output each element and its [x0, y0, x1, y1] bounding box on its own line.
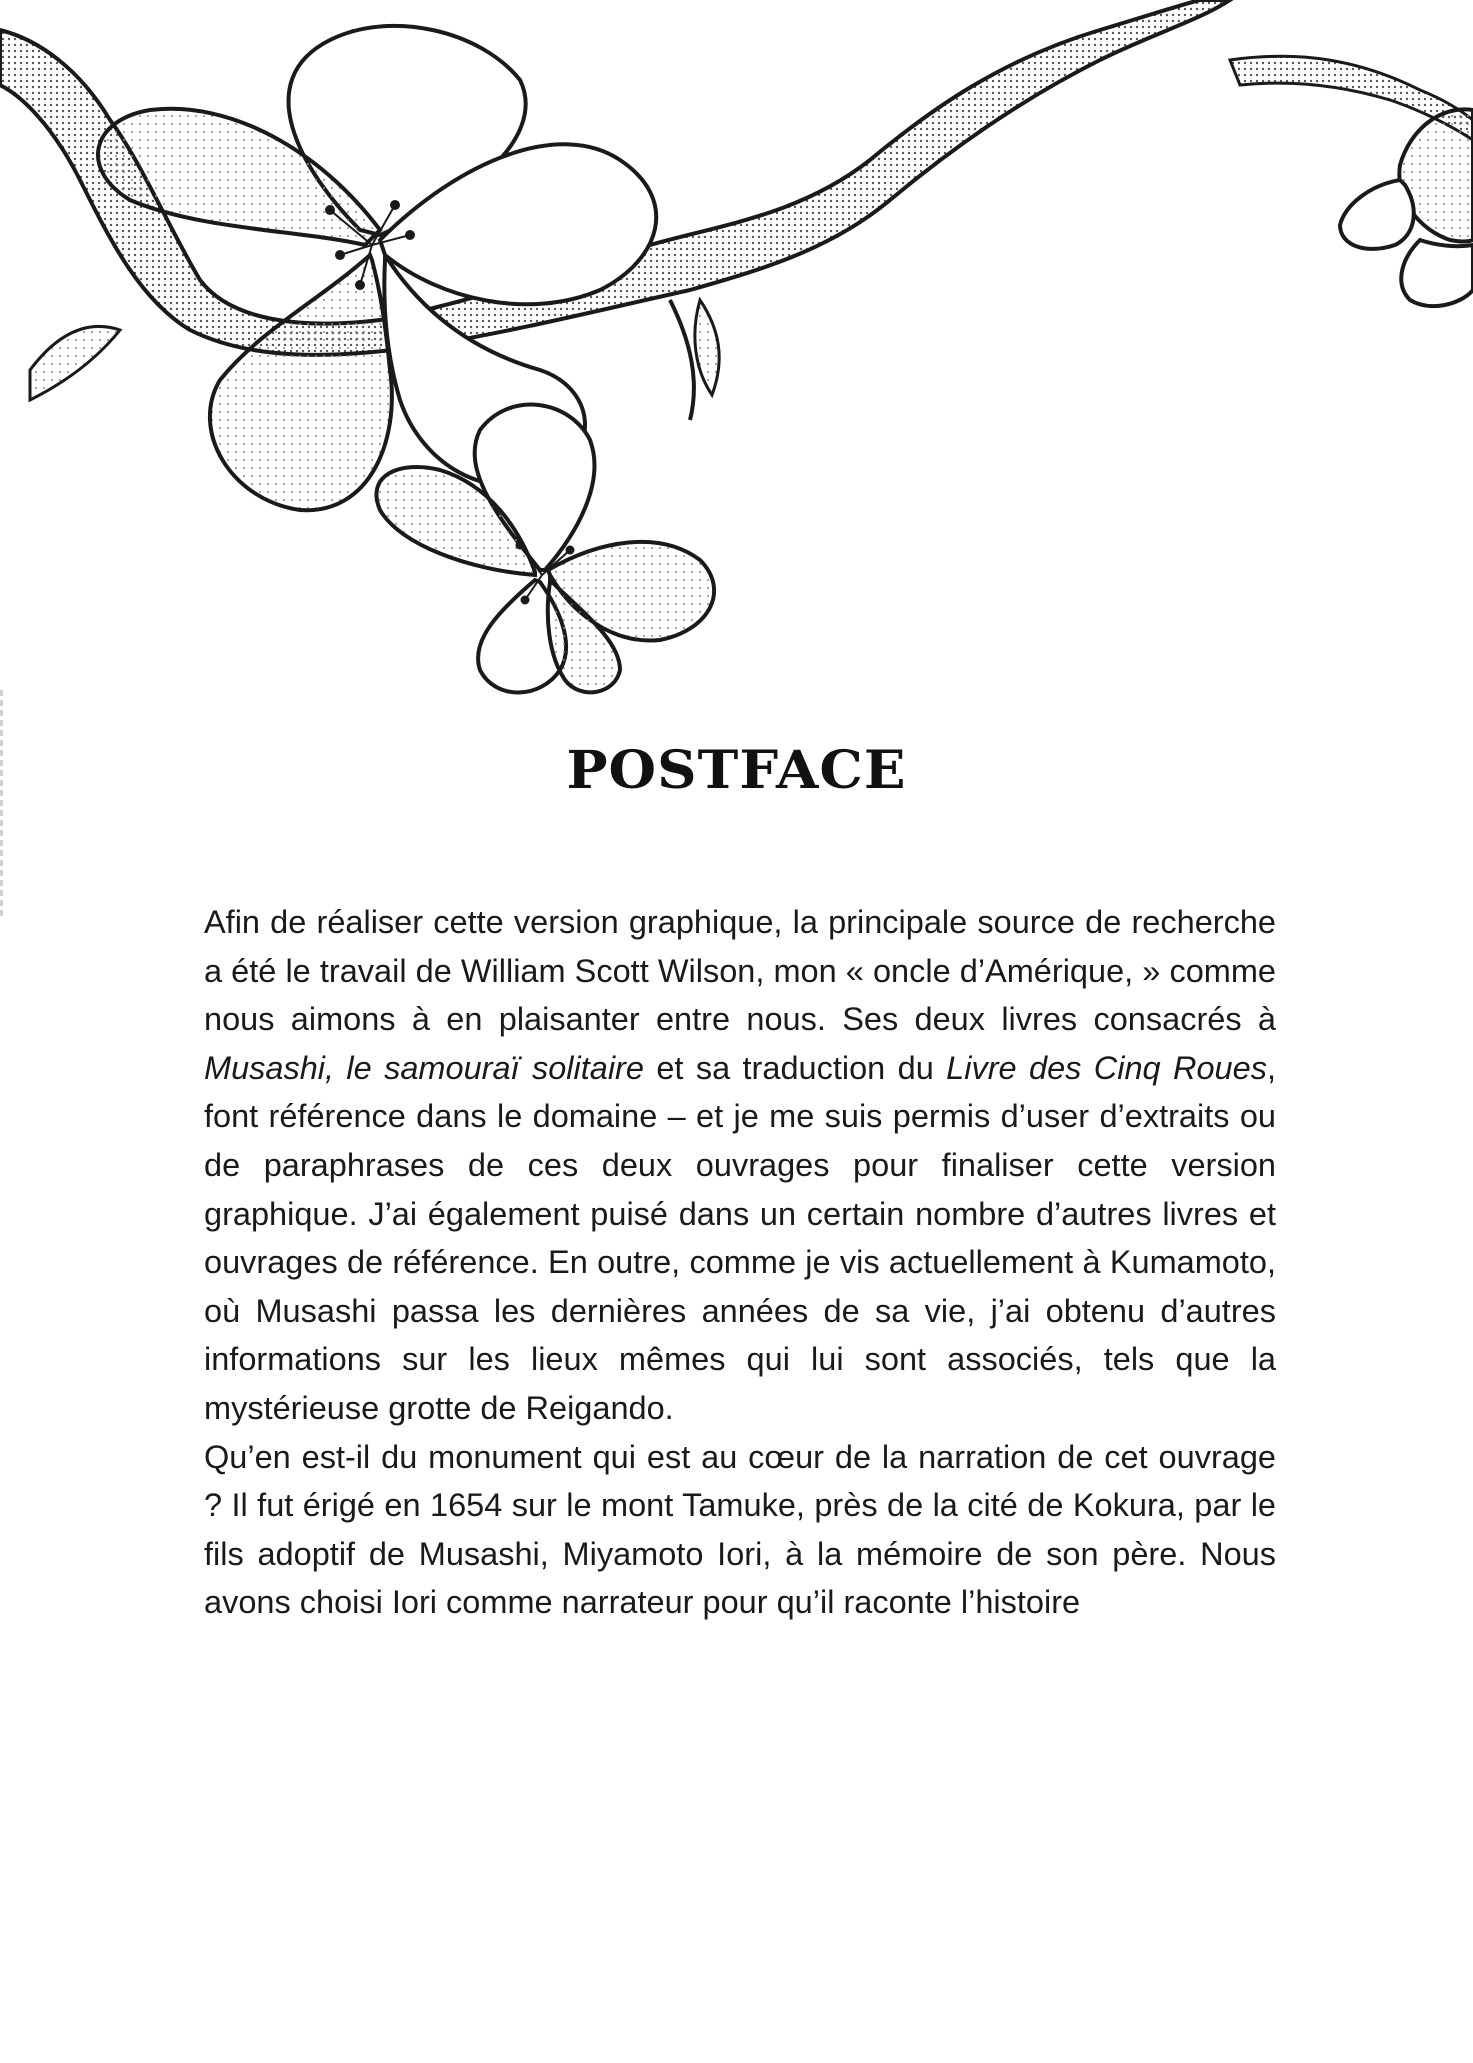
cherry-blossom-icon: [1340, 109, 1473, 306]
paragraph: Afin de réaliser cette version graphique, la principale source de recherche a été le travail de William Scott Wilson, mon « oncle d’Amérique, » comme nous aimons à en plaisanter entre nous. Ses deux livres consacrés à Musashi, le samouraï solitaire et sa traduction du Livre des Cinq Roues, font référence dans le domaine – et je me suis permis d’user d’extraits ou de paraphrases de ces deux ouvrages pour finaliser cette version graphique. J’ai également puisé dans un certain nombre d’autres livres et ouvrages de référence. En outre, comme je vis actuellement à Kumamoto, où Musashi passa les dernières années de sa vie, j’ai obtenu d’autres informations sur les lieux mêmes qui lui sont associés, tels que la mystérieuse grotte de Reigando.: [204, 904, 1276, 1426]
page-title: POSTFACE: [566, 740, 907, 801]
body-text: [204, 898, 1276, 1627]
book-title: Musashi, le samouraï solitaire: [204, 1049, 644, 1086]
cherry-blossom-branch-illustration: [0, 0, 1473, 720]
page-edge-mark: [0, 690, 3, 920]
book-title: Livre des Cinq Roues: [946, 1049, 1267, 1086]
paragraph: Qu’en est-il du monument qui est au cœur de la narration de cet ouvrage ? Il fut érigé en 1654 sur le mont Tamuke, près de la cité de Kokura, par le fils adoptif de Musashi, Miyamoto Iori, à la mémoire de son père. Nous avons choisi Iori comme narrateur pour qu’il raconte l’histoire: [204, 1438, 1276, 1621]
